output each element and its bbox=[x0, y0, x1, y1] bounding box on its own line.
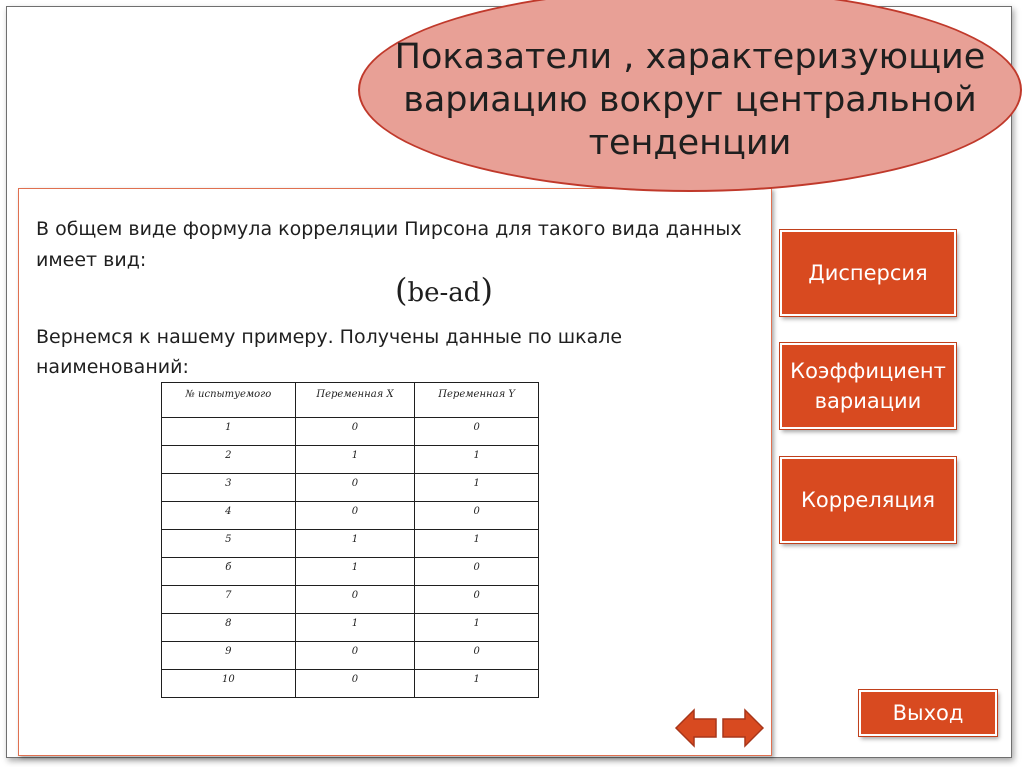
table-row bbox=[162, 474, 539, 502]
cell-subject: 4 bbox=[162, 502, 296, 530]
cell-x: 0 bbox=[295, 642, 415, 670]
data-table bbox=[161, 382, 539, 698]
cell-x: 1 bbox=[295, 614, 415, 642]
formula-expression: be-ad bbox=[407, 278, 481, 308]
formula-open-paren: ( bbox=[395, 271, 408, 309]
cell-subject: б bbox=[162, 558, 296, 586]
arrow-left-icon[interactable] bbox=[674, 706, 718, 750]
header-variable-x: Переменная Х bbox=[295, 383, 415, 418]
cell-y: 0 bbox=[415, 502, 539, 530]
table-header-row bbox=[162, 383, 539, 418]
cell-y: 0 bbox=[415, 642, 539, 670]
table-row bbox=[162, 670, 539, 698]
cell-x: 0 bbox=[295, 586, 415, 614]
cell-y: 1 bbox=[415, 670, 539, 698]
page-title: Показатели , характеризующие вариацию вокруг центральной тенденции bbox=[394, 36, 986, 163]
table-row bbox=[162, 530, 539, 558]
cell-y: 0 bbox=[415, 586, 539, 614]
table-row bbox=[162, 642, 539, 670]
dispersion-button[interactable]: Дисперсия bbox=[780, 230, 956, 316]
cell-subject: 7 bbox=[162, 586, 296, 614]
arrow-right-icon[interactable] bbox=[721, 706, 765, 750]
cell-subject: 9 bbox=[162, 642, 296, 670]
cell-x: 1 bbox=[295, 530, 415, 558]
header-subject: № испытуемого bbox=[162, 383, 296, 418]
exit-button[interactable]: Выход bbox=[859, 690, 997, 736]
formula bbox=[395, 270, 493, 313]
cell-y: 0 bbox=[415, 418, 539, 446]
correlation-button[interactable]: Корреляция bbox=[780, 457, 956, 543]
cell-subject: 10 bbox=[162, 670, 296, 698]
table-row bbox=[162, 418, 539, 446]
cell-subject: 5 bbox=[162, 530, 296, 558]
cell-y: 1 bbox=[415, 530, 539, 558]
table-row bbox=[162, 614, 539, 642]
cell-x: 0 bbox=[295, 670, 415, 698]
table-row bbox=[162, 558, 539, 586]
table-row bbox=[162, 586, 539, 614]
formula-close-paren: ) bbox=[480, 271, 493, 309]
table-row bbox=[162, 446, 539, 474]
cell-x: 1 bbox=[295, 558, 415, 586]
header-variable-y: Переменная Y bbox=[415, 383, 539, 418]
cell-y: 1 bbox=[415, 446, 539, 474]
cell-subject: 8 bbox=[162, 614, 296, 642]
cell-x: 0 bbox=[295, 502, 415, 530]
cell-y: 1 bbox=[415, 474, 539, 502]
cell-x: 0 bbox=[295, 474, 415, 502]
cell-subject: 1 bbox=[162, 418, 296, 446]
variation-coefficient-button[interactable]: Коэффициент вариации bbox=[780, 343, 956, 429]
title-banner bbox=[358, 0, 1022, 192]
cell-subject: 2 bbox=[162, 446, 296, 474]
intro-text: В общем виде формула корреляции Пирсона для такого вида данных имеет вид: bbox=[36, 218, 742, 271]
cell-y: 0 bbox=[415, 558, 539, 586]
example-text: Вернемся к нашему примеру. Получены данные по шкале наименований: bbox=[36, 326, 623, 378]
cell-subject: 3 bbox=[162, 474, 296, 502]
cell-x: 0 bbox=[295, 418, 415, 446]
cell-y: 1 bbox=[415, 614, 539, 642]
table-row bbox=[162, 502, 539, 530]
cell-x: 1 bbox=[295, 446, 415, 474]
